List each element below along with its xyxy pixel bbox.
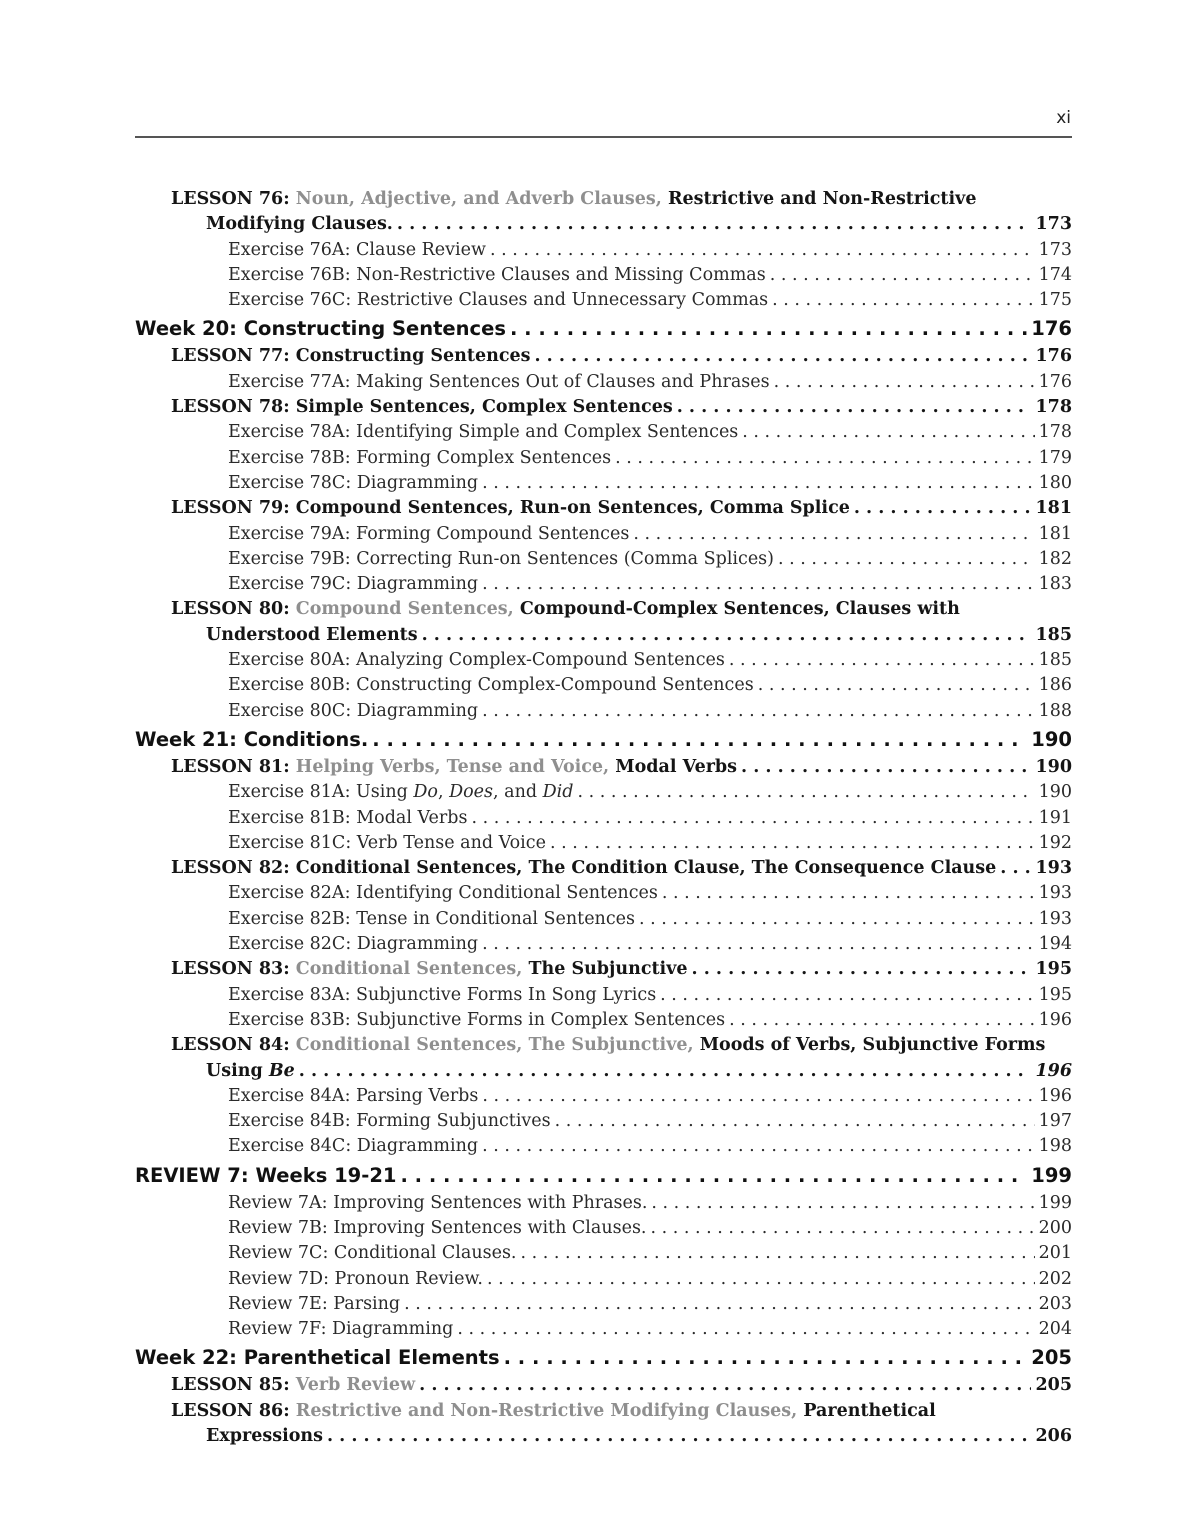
toc-exercise-76c[interactable]: Exercise 76C: Restrictive Clauses and Unnecessary Commas . . . 175 <box>135 290 1072 315</box>
page-number: xi <box>1056 108 1071 128</box>
toc-exercise-83a[interactable]: Exercise 83A: Subjunctive Forms In Song Lyrics . . . 195 <box>135 985 1072 1010</box>
toc-lesson-79[interactable]: LESSON 79: Compound Sentences, Run-on Sentences, Comma Splice . . . 181 <box>135 498 1072 523</box>
toc-review-7[interactable]: REVIEW 7: Weeks 19-21 . . . 199 <box>135 1162 1072 1193</box>
toc-review-7a[interactable]: Review 7A: Improving Sentences with Phrases. . . . 199 <box>135 1193 1072 1218</box>
toc-review-7e[interactable]: Review 7E: Parsing . . . 203 <box>135 1294 1072 1319</box>
toc-exercise-81c[interactable]: Exercise 81C: Verb Tense and Voice . . . 192 <box>135 833 1072 858</box>
toc-week-21[interactable]: Week 21: Conditions. . . . 190 <box>135 726 1072 757</box>
header-rule <box>135 136 1072 138</box>
toc-lesson-86-cont[interactable]: Expressions . . . 206 <box>135 1426 1072 1451</box>
toc-exercise-82a[interactable]: Exercise 82A: Identifying Conditional Sentences . . . 193 <box>135 883 1072 908</box>
toc-lesson-78[interactable]: LESSON 78: Simple Sentences, Complex Sentences . . . 178 <box>135 397 1072 422</box>
toc-exercise-81a[interactable]: Exercise 81A: Using Do, Does, and Did . . . 190 <box>135 782 1072 807</box>
toc-lesson-81[interactable]: LESSON 81: Helping Verbs, Tense and Voice, Modal Verbs . . . 190 <box>135 757 1072 782</box>
toc-lesson-84-cont[interactable]: Using Be . . . 196 <box>135 1061 1072 1086</box>
toc-week-22[interactable]: Week 22: Parenthetical Elements . . . 205 <box>135 1344 1072 1375</box>
table-of-contents <box>135 189 1072 1451</box>
toc-exercise-79c[interactable]: Exercise 79C: Diagramming . . . 183 <box>135 574 1072 599</box>
toc-exercise-78a[interactable]: Exercise 78A: Identifying Simple and Complex Sentences . . . 178 <box>135 422 1072 447</box>
toc-exercise-82c[interactable]: Exercise 82C: Diagramming . . . 194 <box>135 934 1072 959</box>
toc-lesson-76-cont[interactable]: Modifying Clauses. . . . 173 <box>135 214 1072 239</box>
toc-review-7f[interactable]: Review 7F: Diagramming . . . 204 <box>135 1319 1072 1344</box>
toc-review-7d[interactable]: Review 7D: Pronoun Review. . . . 202 <box>135 1269 1072 1294</box>
toc-lesson-80-cont[interactable]: Understood Elements . . . 185 <box>135 625 1072 650</box>
toc-lesson-76[interactable]: LESSON 76: Noun, Adjective, and Adverb Clauses, Restrictive and Non-Restrictive <box>171 189 977 209</box>
toc-exercise-82b[interactable]: Exercise 82B: Tense in Conditional Sentences . . . 193 <box>135 909 1072 934</box>
toc-lesson-77[interactable]: LESSON 77: Constructing Sentences . . . 176 <box>135 346 1072 371</box>
toc-exercise-84a[interactable]: Exercise 84A: Parsing Verbs . . . 196 <box>135 1086 1072 1111</box>
toc-lesson-83[interactable]: LESSON 83: Conditional Sentences, The Subjunctive . . . 195 <box>135 959 1072 984</box>
toc-exercise-81b[interactable]: Exercise 81B: Modal Verbs . . . 191 <box>135 808 1072 833</box>
toc-exercise-76a[interactable]: Exercise 76A: Clause Review . . . 173 <box>135 240 1072 265</box>
toc-exercise-80c[interactable]: Exercise 80C: Diagramming . . . 188 <box>135 701 1072 726</box>
toc-lesson-84[interactable]: LESSON 84: Conditional Sentences, The Subjunctive, Moods of Verbs, Subjunctive Forms <box>171 1035 1046 1056</box>
toc-exercise-77a[interactable]: Exercise 77A: Making Sentences Out of Clauses and Phrases . . . 176 <box>135 372 1072 397</box>
toc-lesson-86[interactable]: LESSON 86: Restrictive and Non-Restrictive Modifying Clauses, Parenthetical <box>171 1400 936 1421</box>
toc-lesson-80[interactable]: LESSON 80: Compound Sentences, Compound-Complex Sentences, Clauses with <box>171 599 960 620</box>
toc-review-7c[interactable]: Review 7C: Conditional Clauses. . . . 201 <box>135 1243 1072 1268</box>
toc-review-7b[interactable]: Review 7B: Improving Sentences with Clauses. . . . 200 <box>135 1218 1072 1243</box>
toc-exercise-79a[interactable]: Exercise 79A: Forming Compound Sentences . . . 181 <box>135 524 1072 549</box>
toc-lesson-82[interactable]: LESSON 82: Conditional Sentences, The Condition Clause, The Consequence Clause . . . 193 <box>135 858 1072 883</box>
toc-exercise-76b[interactable]: Exercise 76B: Non-Restrictive Clauses and Missing Commas . . . 174 <box>135 265 1072 290</box>
toc-exercise-79b[interactable]: Exercise 79B: Correcting Run-on Sentences (Comma Splices) . . . 182 <box>135 549 1072 574</box>
toc-lesson-85[interactable]: LESSON 85: Verb Review . . . 205 <box>135 1375 1072 1400</box>
toc-exercise-80a[interactable]: Exercise 80A: Analyzing Complex-Compound Sentences . . . 185 <box>135 650 1072 675</box>
toc-week-20[interactable]: Week 20: Constructing Sentences . . . 176 <box>135 315 1072 346</box>
toc-exercise-84c[interactable]: Exercise 84C: Diagramming . . . 198 <box>135 1136 1072 1161</box>
toc-exercise-83b[interactable]: Exercise 83B: Subjunctive Forms in Complex Sentences . . . 196 <box>135 1010 1072 1035</box>
toc-exercise-84b[interactable]: Exercise 84B: Forming Subjunctives . . . 197 <box>135 1111 1072 1136</box>
toc-exercise-78b[interactable]: Exercise 78B: Forming Complex Sentences . . . 179 <box>135 448 1072 473</box>
toc-exercise-80b[interactable]: Exercise 80B: Constructing Complex-Compound Sentences . . . 186 <box>135 675 1072 700</box>
toc-exercise-78c[interactable]: Exercise 78C: Diagramming . . . 180 <box>135 473 1072 498</box>
